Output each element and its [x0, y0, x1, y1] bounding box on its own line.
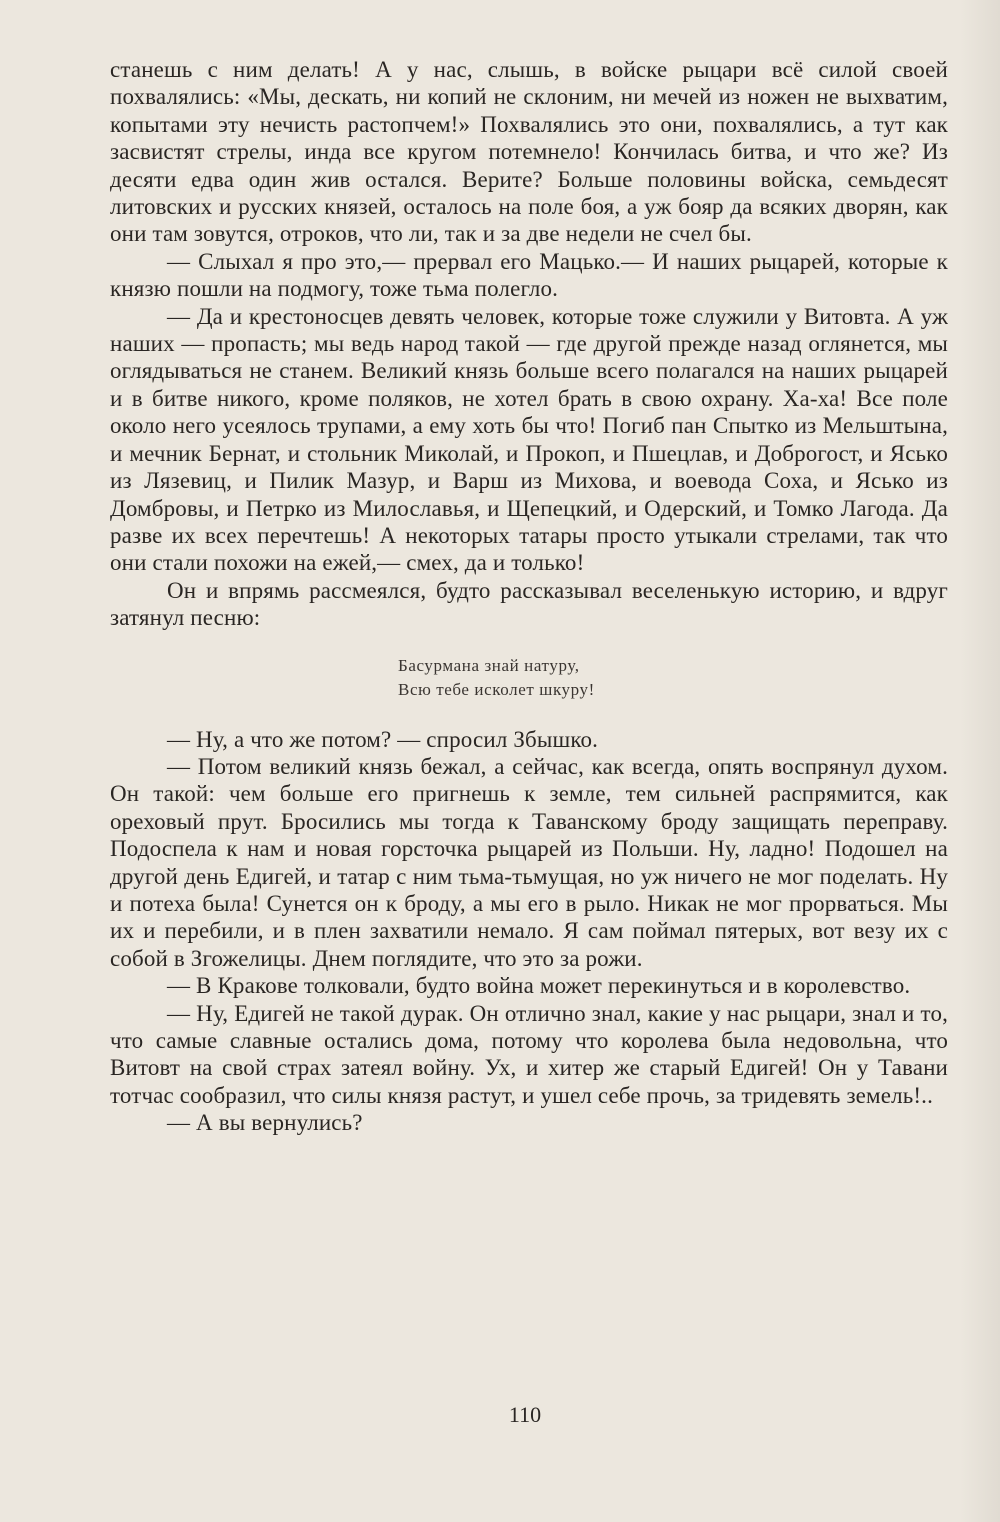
paragraph-2: — Слыхал я про это,— прервал его Мацько.— И наших рыцарей, которые к князю пошли на подмогу, тоже тьма полегло.	[110, 248, 948, 302]
paragraph-1: станешь с ним делать! А у нас, слышь, в войске рыцари всё силой своей похвалялись: «Мы, дескать, ни копий не склоним, ни мечей из ножен не выхватим, копытами эту нечисть растопчем!» Похвалялись это они, похвалялись, а тут как засвистят стрелы, инда все кругом потемнело! Кончилась битва, и что же? Из десяти едва один жив остался. Верите? Больше половины войска, семьдесят литовских и русских князей, осталось на поле боя, а уж бояр да всяких дворян, как они там зовутся, отроков, что ли, так и за две недели не счел бы.	[110, 57, 948, 247]
body-text	[110, 56, 948, 1137]
paragraph-9: — А вы вернулись?	[167, 1110, 363, 1136]
paragraph-4: Он и впрямь рассмеялся, будто рассказывал веселенькую историю, и вдруг затянул песню:	[110, 577, 948, 631]
verse-block	[110, 654, 948, 702]
paragraph-6: — Потом великий князь бежал, а сейчас, как всегда, опять воспрянул духом. Он такой: чем больше его пригнешь к земле, тем сильней распрямится, как ореховый прут. Бросились мы тогда к Таванскому броду защищать переправу. Подоспела к нам и новая горсточка рыцарей из Польши. Ну, ладно! Подошел на другой день Едигей, и татар с ним тьма-тьмущая, но уж ничего не мог поделать. Ну и потеха была! Сунется он к броду, а мы его в рыло. Никак не мог прорваться. Мы их и перебили, и в плен захватили немало. Я сам поймал пятерых, вот везу их с собой в Згожелицы. Днем поглядите, что это за рожи.	[110, 753, 948, 971]
paragraph-3: — Да и крестоносцев девять человек, которые тоже служили у Витовта. А уж наших — пропасть; мы ведь народ такой — где другой прежде назад оглянется, мы оглядываться не станем. Великий князь больше всего полагался на наших рыцарей и в битве никого, кроме поляков, не хотел брать в свою охрану. Ха-ха! Все поле около него усеялось трупами, а ему хоть бы что! Погиб пан Спытко из Мельштына, и мечник Бернат, и стольник Миколай, и Прокоп, и Пшецлав, и Доброгост, и Ясько из Лязевиц, и Пилик Мазур, и Варш из Михова, и воевода Соха, и Ясько из Домбровы, и Петрко из Милославья, и Щепецкий, и Одерский, и Томко Лагода. Да разве их всех перечтешь! А некоторых татары просто утыкали стрелами, так что они стали похожи на ежей,— смех, да и только!	[110, 303, 948, 576]
paragraph-7: — В Кракове толковали, будто война может перекинуться и в королевство.	[167, 973, 911, 999]
page-number: 110	[508, 1402, 542, 1427]
paragraph-8: — Ну, Едигей не такой дурак. Он отлично знал, какие у нас рыцари, знал и то, что самые славные остались дома, потому что королева была недовольна, что Витовт на свой страх затеял войну. Ух, и хитер же старый Едигей! Он у Тавани тотчас сообразил, что силы князя растут, и ушел себе прочь, за тридевять земель!..	[110, 1000, 948, 1108]
verse-line-2: Всю тебе исколет шкуру!	[398, 679, 595, 699]
verse-line-1: Басурмана знай натуру,	[398, 655, 580, 675]
paragraph-5: — Ну, а что же потом? — спросил Збышко.	[167, 726, 599, 752]
